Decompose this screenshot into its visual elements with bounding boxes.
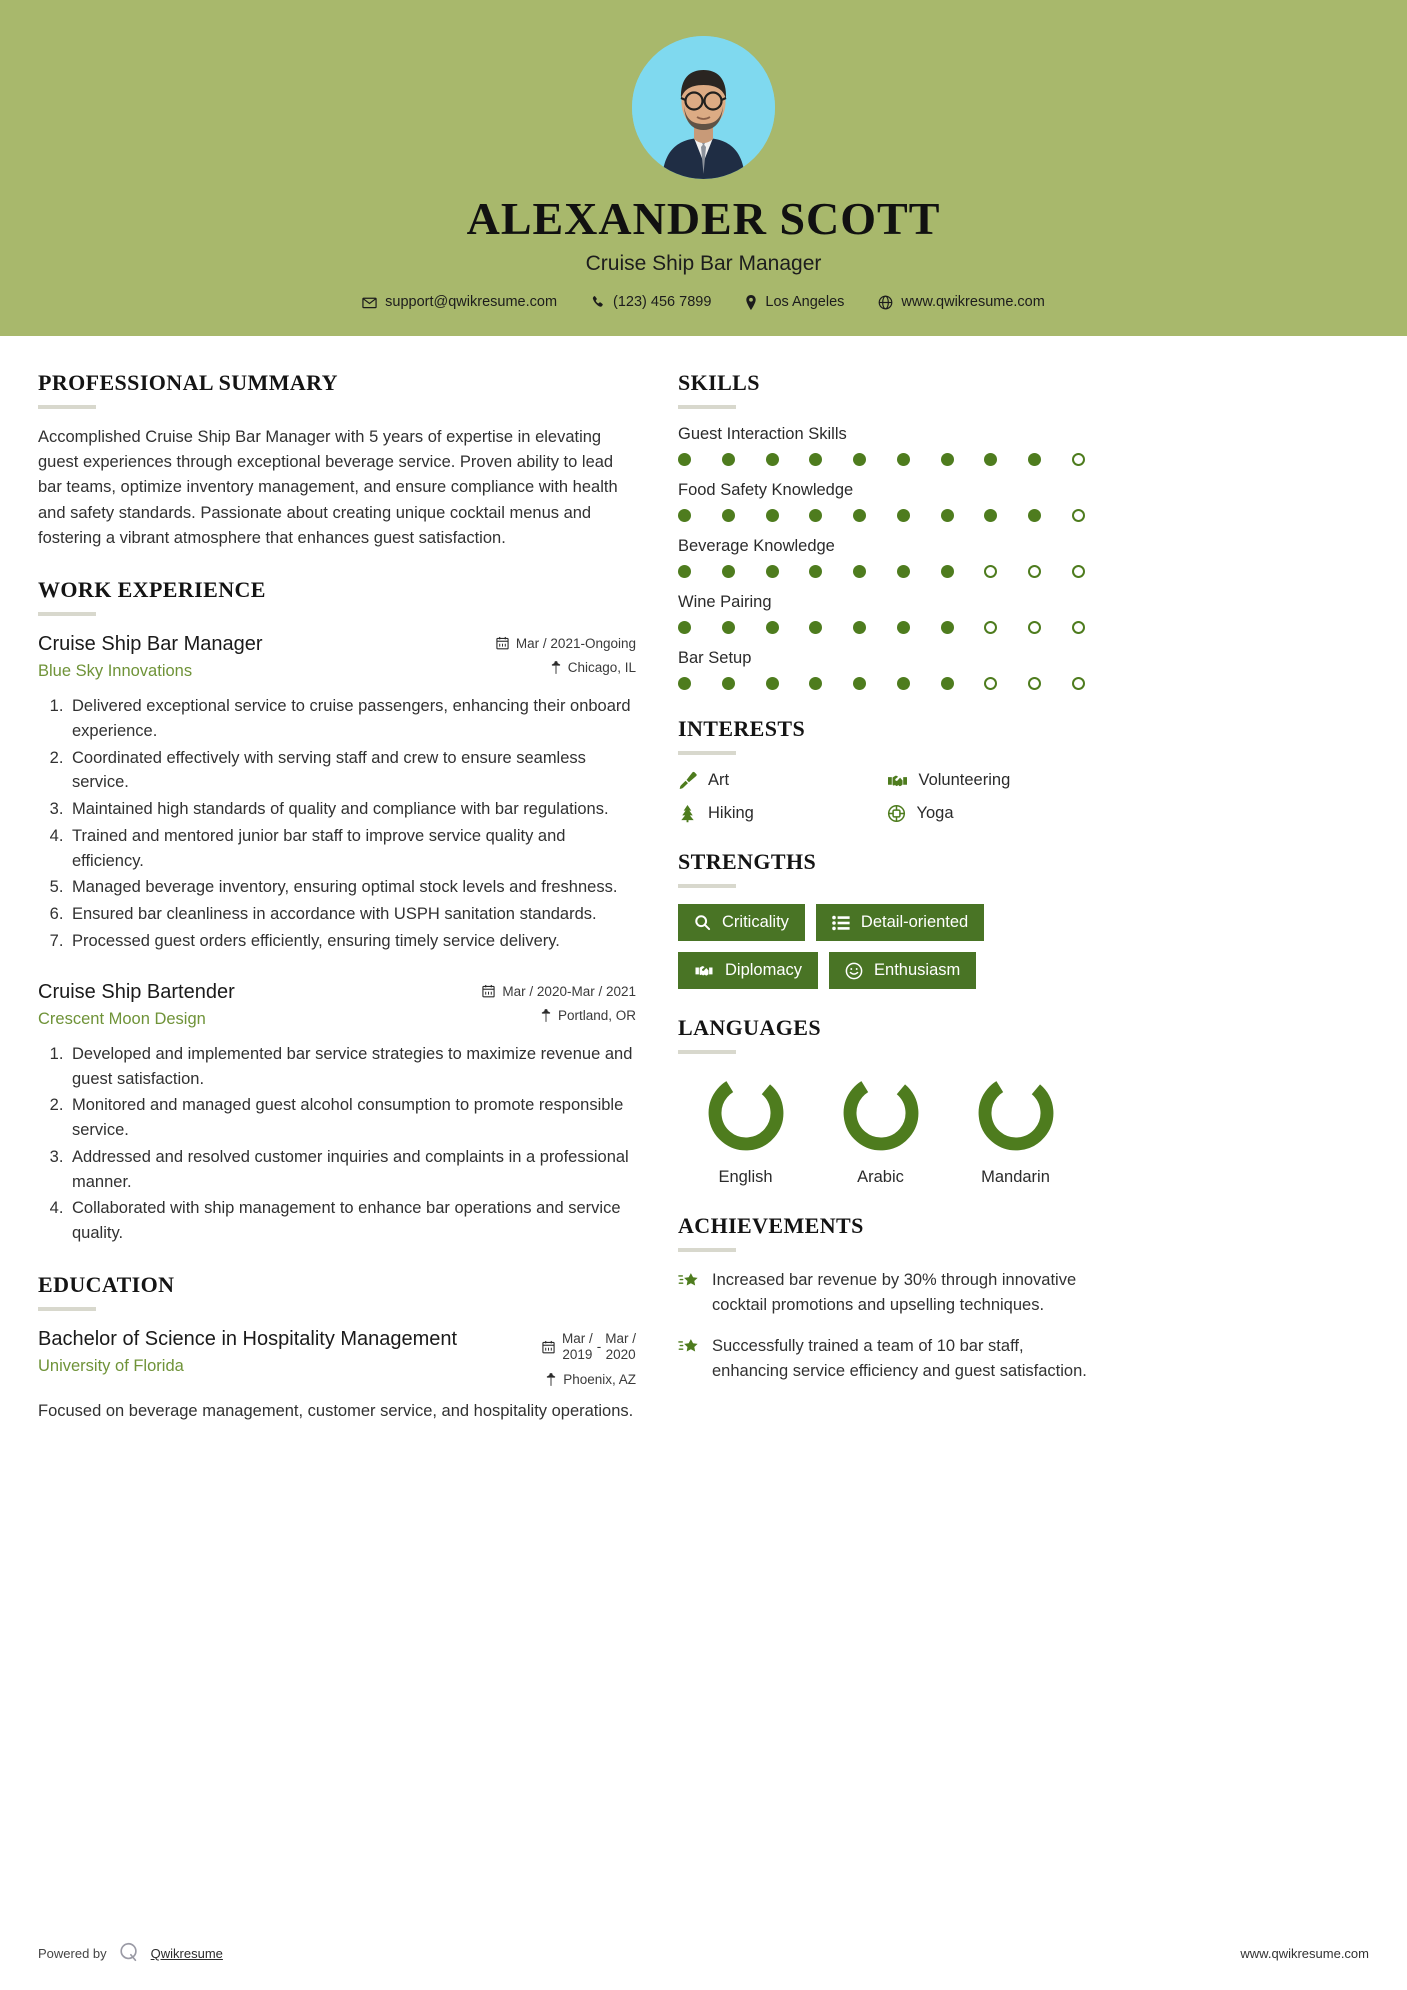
language-item <box>948 1070 1083 1187</box>
language-progress-ring <box>838 1070 924 1156</box>
skill-dot-filled <box>722 565 735 578</box>
skill-dot-empty <box>1072 565 1085 578</box>
education-date-separator: - <box>596 1339 602 1355</box>
interests-heading: INTERESTS <box>678 716 806 742</box>
skill-dot-empty <box>1072 677 1085 690</box>
achievement-item <box>678 1268 1087 1318</box>
skill-dot-filled <box>941 453 954 466</box>
experience-location <box>476 1008 636 1023</box>
pine-tree-icon <box>678 804 697 823</box>
skill-label: Guest Interaction Skills <box>678 425 847 444</box>
job-title: Cruise Ship Bar Manager <box>585 252 822 276</box>
contact-website-value: www.qwikresume.com <box>901 294 1045 311</box>
skill-dot-filled <box>722 621 735 634</box>
achievement-text: Increased bar revenue by 30% through innovative cocktail promotions and upselling techniques. <box>712 1271 1077 1315</box>
skill-dot-filled <box>984 453 997 466</box>
bullet-item: 4. Trained and mentored junior bar staff to improve service quality and efficiency. <box>68 824 636 874</box>
experience-entry-identity <box>38 980 476 1029</box>
contact-row <box>0 294 1407 310</box>
language-label: English <box>718 1168 773 1187</box>
qwikresume-logo-icon <box>118 1941 140 1966</box>
section-education <box>38 1272 636 1424</box>
footer-powered-label: Powered by <box>38 1946 107 1961</box>
section-divider <box>38 405 96 409</box>
education-date-end-month: Mar / <box>605 1330 636 1346</box>
skill-dot-filled <box>809 565 822 578</box>
interest-label: Hiking <box>708 804 754 823</box>
skill-rating <box>678 677 1087 690</box>
education-date-range <box>562 1331 636 1363</box>
skill-dot-empty <box>984 677 997 690</box>
experience-entry-meta <box>476 980 636 1023</box>
skill-dot-filled <box>678 621 691 634</box>
experience-entry-identity <box>38 632 476 681</box>
skill-dot-filled <box>853 565 866 578</box>
skill-dot-filled <box>809 677 822 690</box>
interest-item <box>678 771 879 790</box>
skill-dot-filled <box>722 509 735 522</box>
skill-dot-empty <box>1072 453 1085 466</box>
experience-date <box>476 636 636 651</box>
bullet-item: 2. Monitored and managed guest alcohol consumption to promote responsible service. <box>68 1093 636 1143</box>
skill-dot-empty <box>1028 621 1041 634</box>
skill-label: Bar Setup <box>678 649 752 668</box>
contact-website[interactable] <box>861 294 1061 310</box>
skill-dot-filled <box>766 565 779 578</box>
section-divider <box>38 1307 96 1311</box>
education-entry-header <box>38 1327 636 1387</box>
bullet-item: 7. Processed guest orders efficiently, ensuring timely service delivery. <box>68 929 636 954</box>
globe-icon <box>878 295 893 310</box>
section-divider <box>38 612 96 616</box>
shooting-star-icon <box>678 1268 699 1291</box>
interest-label: Yoga <box>916 804 954 823</box>
strengths-heading: STRENGTHS <box>678 849 817 875</box>
map-pin-icon <box>541 1009 551 1022</box>
language-label: Arabic <box>857 1168 904 1187</box>
experience-bullets <box>38 694 636 954</box>
skill-rating <box>678 621 1087 634</box>
contact-email-value: support@qwikresume.com <box>385 294 558 311</box>
experience-entry <box>38 632 636 954</box>
education-entry <box>38 1327 636 1424</box>
interest-label: Volunteering <box>918 771 1011 790</box>
section-languages <box>678 1015 1087 1187</box>
achievements-heading: ACHIEVEMENTS <box>678 1213 864 1239</box>
map-pin-icon <box>551 661 561 674</box>
skill-dot-filled <box>809 509 822 522</box>
contact-email[interactable] <box>345 294 574 310</box>
skill-dot-filled <box>897 677 910 690</box>
summary-text: Accomplished Cruise Ship Bar Manager with 5 years of expertise in elevating guest experiences through exceptional beverage service. Proven ability to lead bar teams, optimize inventory management, and ensure compliance with health and safety standards. Passionate about creating unique cocktail menus and fostering a vibrant atmosphere that enhances guest satisfaction. <box>38 428 618 547</box>
list-icon <box>832 915 850 931</box>
skill-dot-filled <box>853 621 866 634</box>
language-label: Mandarin <box>981 1168 1050 1187</box>
section-professional-summary <box>38 370 636 550</box>
shooting-star-icon <box>678 1334 699 1357</box>
strength-label: Enthusiasm <box>874 961 961 980</box>
bullet-item: 4. Collaborated with ship management to enhance bar operations and service quality. <box>68 1196 636 1246</box>
experience-entry <box>38 980 636 1246</box>
bullet-item: 1. Developed and implemented bar service strategies to maximize revenue and guest satisfaction. <box>68 1042 636 1092</box>
skill-dot-filled <box>766 509 779 522</box>
achievement-text: Successfully trained a team of 10 bar staff, enhancing service efficiency and guest satisfaction. <box>712 1336 1087 1380</box>
skill-dot-filled <box>1028 453 1041 466</box>
skill-dot-empty <box>1028 565 1041 578</box>
bullet-item: 3. Maintained high standards of quality and compliance with bar regulations. <box>68 797 636 822</box>
paintbrush-icon <box>678 771 697 790</box>
interest-item <box>887 804 1088 823</box>
language-progress-ring <box>973 1070 1059 1156</box>
experience-location-value: Portland, OR <box>557 1007 636 1023</box>
skill-label: Food Safety Knowledge <box>678 481 854 500</box>
section-divider <box>678 884 736 888</box>
summary-heading: PROFESSIONAL SUMMARY <box>38 370 338 396</box>
calendar-icon <box>482 984 495 998</box>
footer-powered-by <box>38 1941 223 1966</box>
skill-rating <box>678 453 1087 466</box>
languages-list <box>678 1070 1087 1187</box>
page-title: ALEXANDER SCOTT <box>466 193 941 244</box>
right-column <box>678 370 1087 1409</box>
strength-chip-criticality[interactable] <box>678 904 805 941</box>
skill-label: Beverage Knowledge <box>678 537 835 556</box>
section-divider <box>678 1050 736 1054</box>
skill-rating <box>678 509 1087 522</box>
strength-chip-diplomacy[interactable] <box>678 952 818 989</box>
section-strengths <box>678 849 1087 989</box>
skill-dot-empty <box>1072 621 1085 634</box>
footer-brand-link[interactable]: Qwikresume <box>150 1946 223 1961</box>
experience-date-value: Mar / 2020-Mar / 2021 <box>502 983 636 999</box>
skill-rating <box>678 565 1087 578</box>
interest-label: Art <box>708 771 730 790</box>
strength-chip-enthusiasm[interactable] <box>829 952 976 989</box>
handshake-icon <box>887 771 908 790</box>
experience-company: Crescent Moon Design <box>38 1009 206 1028</box>
contact-location[interactable] <box>728 294 861 310</box>
language-progress-ring <box>703 1070 789 1156</box>
skills-heading: SKILLS <box>678 370 760 396</box>
skill-dot-filled <box>897 621 910 634</box>
skill-dot-filled <box>853 677 866 690</box>
language-item <box>813 1070 948 1187</box>
skill-dot-filled <box>853 453 866 466</box>
skill-dot-empty <box>1072 509 1085 522</box>
skill-dot-empty <box>984 621 997 634</box>
resume-body <box>0 336 1407 1915</box>
bullet-item: 3. Addressed and resolved customer inquiries and complaints in a professional manner. <box>68 1145 636 1195</box>
yoga-wheel-icon <box>887 804 906 823</box>
education-location <box>476 1372 636 1387</box>
skill-dot-filled <box>766 677 779 690</box>
skill-item <box>678 481 1087 522</box>
skill-item <box>678 425 1087 466</box>
experience-bullets <box>38 1042 636 1246</box>
skill-item <box>678 649 1087 690</box>
experience-company: Blue Sky Innovations <box>38 662 193 681</box>
skill-item <box>678 537 1087 578</box>
handshake-icon <box>694 962 714 979</box>
experience-entry-meta <box>476 632 636 675</box>
experience-entry-header <box>38 632 636 681</box>
education-date-start-month: Mar / <box>561 1330 593 1346</box>
skill-dot-filled <box>678 509 691 522</box>
skill-item <box>678 593 1087 634</box>
calendar-icon <box>542 1340 555 1354</box>
contact-phone-value: (123) 456 7899 <box>613 294 712 311</box>
strengths-list <box>678 904 1087 989</box>
skill-dot-filled <box>722 453 735 466</box>
skill-dot-empty <box>1028 677 1041 690</box>
bullet-item: 6. Ensured bar cleanliness in accordance with USPH sanitation standards. <box>68 902 636 927</box>
skill-dot-filled <box>1028 509 1041 522</box>
skill-dot-filled <box>941 509 954 522</box>
skill-label: Wine Pairing <box>678 593 772 612</box>
interest-item <box>887 771 1088 790</box>
skill-dot-filled <box>809 453 822 466</box>
interest-item <box>678 804 879 823</box>
avatar <box>632 36 775 179</box>
education-date-end-year: 2020 <box>605 1347 636 1363</box>
education-date-end <box>605 1331 636 1363</box>
skill-dot-filled <box>678 677 691 690</box>
education-degree: Bachelor of Science in Hospitality Management <box>38 1327 458 1350</box>
contact-phone[interactable] <box>574 294 728 310</box>
skill-dot-filled <box>941 565 954 578</box>
magnifier-icon <box>694 914 711 931</box>
phone-icon <box>591 295 605 309</box>
experience-date-value: Mar / 2021-Ongoing <box>515 635 636 651</box>
education-heading: EDUCATION <box>38 1271 175 1297</box>
education-school: University of Florida <box>38 1357 184 1376</box>
skill-dot-filled <box>984 509 997 522</box>
language-item <box>678 1070 813 1187</box>
achievement-item <box>678 1334 1087 1384</box>
strength-chip-detail-oriented[interactable] <box>816 904 984 941</box>
experience-heading: WORK EXPERIENCE <box>38 576 266 602</box>
skill-dot-filled <box>897 453 910 466</box>
experience-location <box>476 660 636 675</box>
skill-dot-filled <box>722 677 735 690</box>
education-date-start <box>562 1331 593 1363</box>
resume-header <box>0 0 1407 336</box>
experience-entry-header <box>38 980 636 1029</box>
section-divider <box>678 405 736 409</box>
left-column <box>38 370 636 1450</box>
envelope-icon <box>362 295 377 310</box>
skill-dot-filled <box>766 621 779 634</box>
skill-dot-empty <box>984 565 997 578</box>
interests-grid <box>678 771 1087 823</box>
skill-dot-filled <box>897 509 910 522</box>
experience-date <box>476 984 636 999</box>
experience-role: Cruise Ship Bartender <box>38 980 235 1003</box>
education-description: Focused on beverage management, customer service, and hospitality operations. <box>38 1402 634 1421</box>
education-date <box>476 1331 636 1363</box>
strength-label: Diplomacy <box>725 961 803 980</box>
section-achievements <box>678 1213 1087 1383</box>
skill-dot-filled <box>941 677 954 690</box>
education-entry-identity <box>38 1327 476 1376</box>
footer-website[interactable]: www.qwikresume.com <box>1240 1946 1369 1961</box>
section-work-experience <box>38 577 636 1246</box>
calendar-icon <box>496 636 509 650</box>
bullet-item: 5. Managed beverage inventory, ensuring optimal stock levels and freshness. <box>68 875 636 900</box>
smiley-icon <box>845 962 863 980</box>
skill-dot-filled <box>678 565 691 578</box>
bullet-item: 1. Delivered exceptional service to cruise passengers, enhancing their onboard experience. <box>68 694 636 744</box>
resume-footer <box>0 1915 1407 1990</box>
skill-dot-filled <box>897 565 910 578</box>
location-pin-icon <box>745 295 757 310</box>
map-pin-icon <box>546 1373 556 1386</box>
skill-dot-filled <box>941 621 954 634</box>
experience-role: Cruise Ship Bar Manager <box>38 632 263 655</box>
strength-label: Detail-oriented <box>860 913 969 932</box>
skill-dot-filled <box>809 621 822 634</box>
skill-dot-filled <box>853 509 866 522</box>
section-interests <box>678 716 1087 823</box>
education-location-value: Phoenix, AZ <box>563 1372 636 1388</box>
education-entry-meta <box>476 1327 636 1387</box>
bullet-item: 2. Coordinated effectively with serving staff and crew to ensure seamless service. <box>68 746 636 796</box>
skill-dot-filled <box>678 453 691 466</box>
contact-location-value: Los Angeles <box>765 294 845 311</box>
languages-heading: LANGUAGES <box>678 1015 821 1041</box>
section-divider <box>678 1248 736 1252</box>
section-divider <box>678 751 736 755</box>
experience-location-value: Chicago, IL <box>567 659 636 675</box>
avatar-photo <box>632 36 775 179</box>
section-skills <box>678 370 1087 690</box>
strength-label: Criticality <box>722 913 789 932</box>
skill-dot-filled <box>766 453 779 466</box>
education-date-start-year: 2019 <box>562 1347 593 1363</box>
